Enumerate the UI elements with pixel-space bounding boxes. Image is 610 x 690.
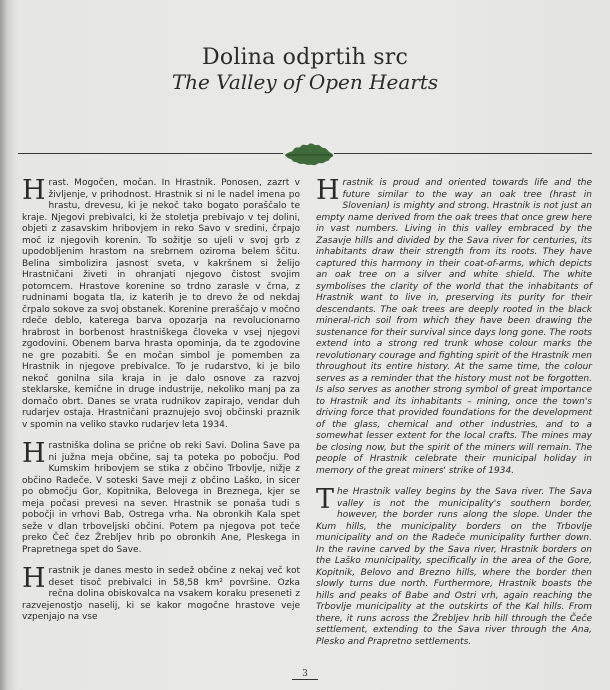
oak-leaf-icon bbox=[283, 141, 335, 167]
paragraph-slovenian-3 bbox=[22, 563, 300, 624]
paragraph-text: he Hrastnik valley begins by the Sava river. The Sava valley is not the municipality's southern border, however, the border runs along the slope. Under the Kum hills, the municipality borders on the Trbovlje municipality and on the Radeče municipality further down. In the ravine carved by the Sava river, Hrastnik borders on the Laško municipality, specifically in the area of the Gore, Kopitnik, Belovo and Brezno hills, where the border then slowly turns due north. Furthermore, Hrastnik boasts the hills and peaks of Babe and Ostri vrh, again reaching the Trbovlje municipality at the outskirts of the Kal hills. From there, it runs across the Žrebljev hrib hill through the Čeče settlement, extending to the Sava river through the Ana, Plesko and Prapretno settlements. bbox=[316, 487, 592, 647]
dropcap: T bbox=[316, 484, 335, 515]
dropcap: H bbox=[22, 563, 46, 594]
paragraph-text: rastnik je danes mesto in sedež občine z nekaj več kot deset tisoč prebivalci in 58,58 km² površine. Ozka rečna dolina obiskovalca na vsakem koraku preseneti z razvejenostjo naselij, ki se kakor mogočne hrastove veje vzpenjajo na vse bbox=[22, 566, 300, 622]
dropcap: H bbox=[22, 438, 46, 469]
paragraph-slovenian-1 bbox=[22, 175, 300, 431]
title-english: The Valley of Open Hearts bbox=[171, 70, 439, 94]
divider-right bbox=[334, 153, 592, 154]
column-slovenian bbox=[22, 175, 300, 634]
paragraph-text: rastniška dolina se prične ob reki Savi. Dolina Save pa ni južna meja občine, saj ta poteka po pobočju. Pod Kumskim hribovjem se stika z občino Trbovlje, nižje z občino Radeče. V soteski Save meji z občino Laško, in sicer po območju Gor, Kopitnika, Belovega in Breznega, kjer se meja počasi prevesi na sever. Hrastnik se ponaša tudi s pobočji in vrhovi Bab, Ostrega vrha. Na obronkih Kala spet seže v dlan trboveljski občini. Potem pa njegova pot teče preko Čeč čez Žrebljev hrib po obronkih Ane, Pleskega in Prapretnega spet do Save. bbox=[22, 441, 300, 555]
dropcap: H bbox=[22, 175, 46, 206]
column-english bbox=[316, 175, 592, 658]
divider-left bbox=[18, 153, 283, 154]
dropcap: H bbox=[316, 175, 340, 206]
page-number-label: 3 bbox=[292, 669, 318, 680]
title-slovenian: Dolina odprtih src bbox=[202, 45, 408, 70]
page-number bbox=[0, 669, 610, 680]
paragraph-slovenian-2 bbox=[22, 438, 300, 556]
paragraph-english-1 bbox=[316, 175, 592, 477]
paragraph-english-2 bbox=[316, 484, 592, 648]
paragraph-text: rast. Mogočen, močan. In Hrastnik. Ponosen, zazrt v življenje, v prihodnost. Hrastnik si ni le nadel imena po hrastu, drevesu, ki je nekoč tako bogato poraščalo te kraje. Njegovi prebivalci, ki že stoletja prebivajo v tej dolini, objeti z zasavskim hribovjem in reko Savo v sredini, črpajo moč iz njegovih korenin. To sožitje so ujeli v svoj grb z upodobljenim hrastom na srebrnem oziroma belem ščitu. Belina simbolizira jasnost sveta, v kakršnem si želijo Hrastničani živeti in ohranjati njegovo čistost svojim potomcem. Hrastove korenine so trdno zarasle v črna, z rudninami bogata tla, iz katerih je to drevo že od nekdaj črpalo sokove za svoj obstanek. Korenine preraščajo v močno rdeče deblo, katerega barva opozarja na revolucionarno hrabrost in borbenost hrastniškega človeka v vsej njegovi zgodovini. Obenem barva hrasta opominja, da te zgodovine ne gre pozabiti. Še en močan simbol je pomemben za Hrastnik in njegove prebivalce. To je rudarstvo, ki je bilo nekoč gonilna sila kraja in je dalo osnove za razvoj steklarske, kemične in druge industrije, nekoliko manj pa za domačo obrt. Danes se vrata rudnikov zapirajo, vendar duh rudarjev ostaja. Hrastničani praznujejo svoj občinski praznik v spomin na veliko stavko rudarjev leta 1934. bbox=[22, 178, 300, 430]
paragraph-text: rastnik is proud and oriented towards life and the future similar to the way an oak tree (hrast in Slovenian) is mighty and strong. Hrastnik is not just an empty name derived from the oak trees that once grew here in vast numbers. Living in this valley embraced by the Zasavje hills and divided by the Sava river for centuries, its inhabitants draw their strength from its roots. They have captured this harmony in their coat-of-arms, which depicts an oak tree on a silver and white shield. The white symbolises the clarity of the world that the inhabitants of Hrastnik want to live in, preserving its purity for their descendants. The oak trees are deeply rooted in the black mineral-rich soil from which they have been drawing the sustenance for their survival since days long gone. The roots extend into a strong red trunk whose colour marks the revolutionary courage and fighting spirit of the Hrastnik men throughout its entire history. At the same time, the colour serves as a reminder that the history must not be forgotten. Is also serves as another strong symbol of great importance to Hrastnik and its inhabitants – mining, once the town's driving force that provided foundations for the development of the glass, chemical and other industries, and to a somewhat lesser extent for the local crafts. The mines may be closing now, but the spirit of the miners will remain. The people of Hrastnik celebrate their municipal holiday in memory of the great miners' strike of 1934. bbox=[316, 178, 592, 476]
